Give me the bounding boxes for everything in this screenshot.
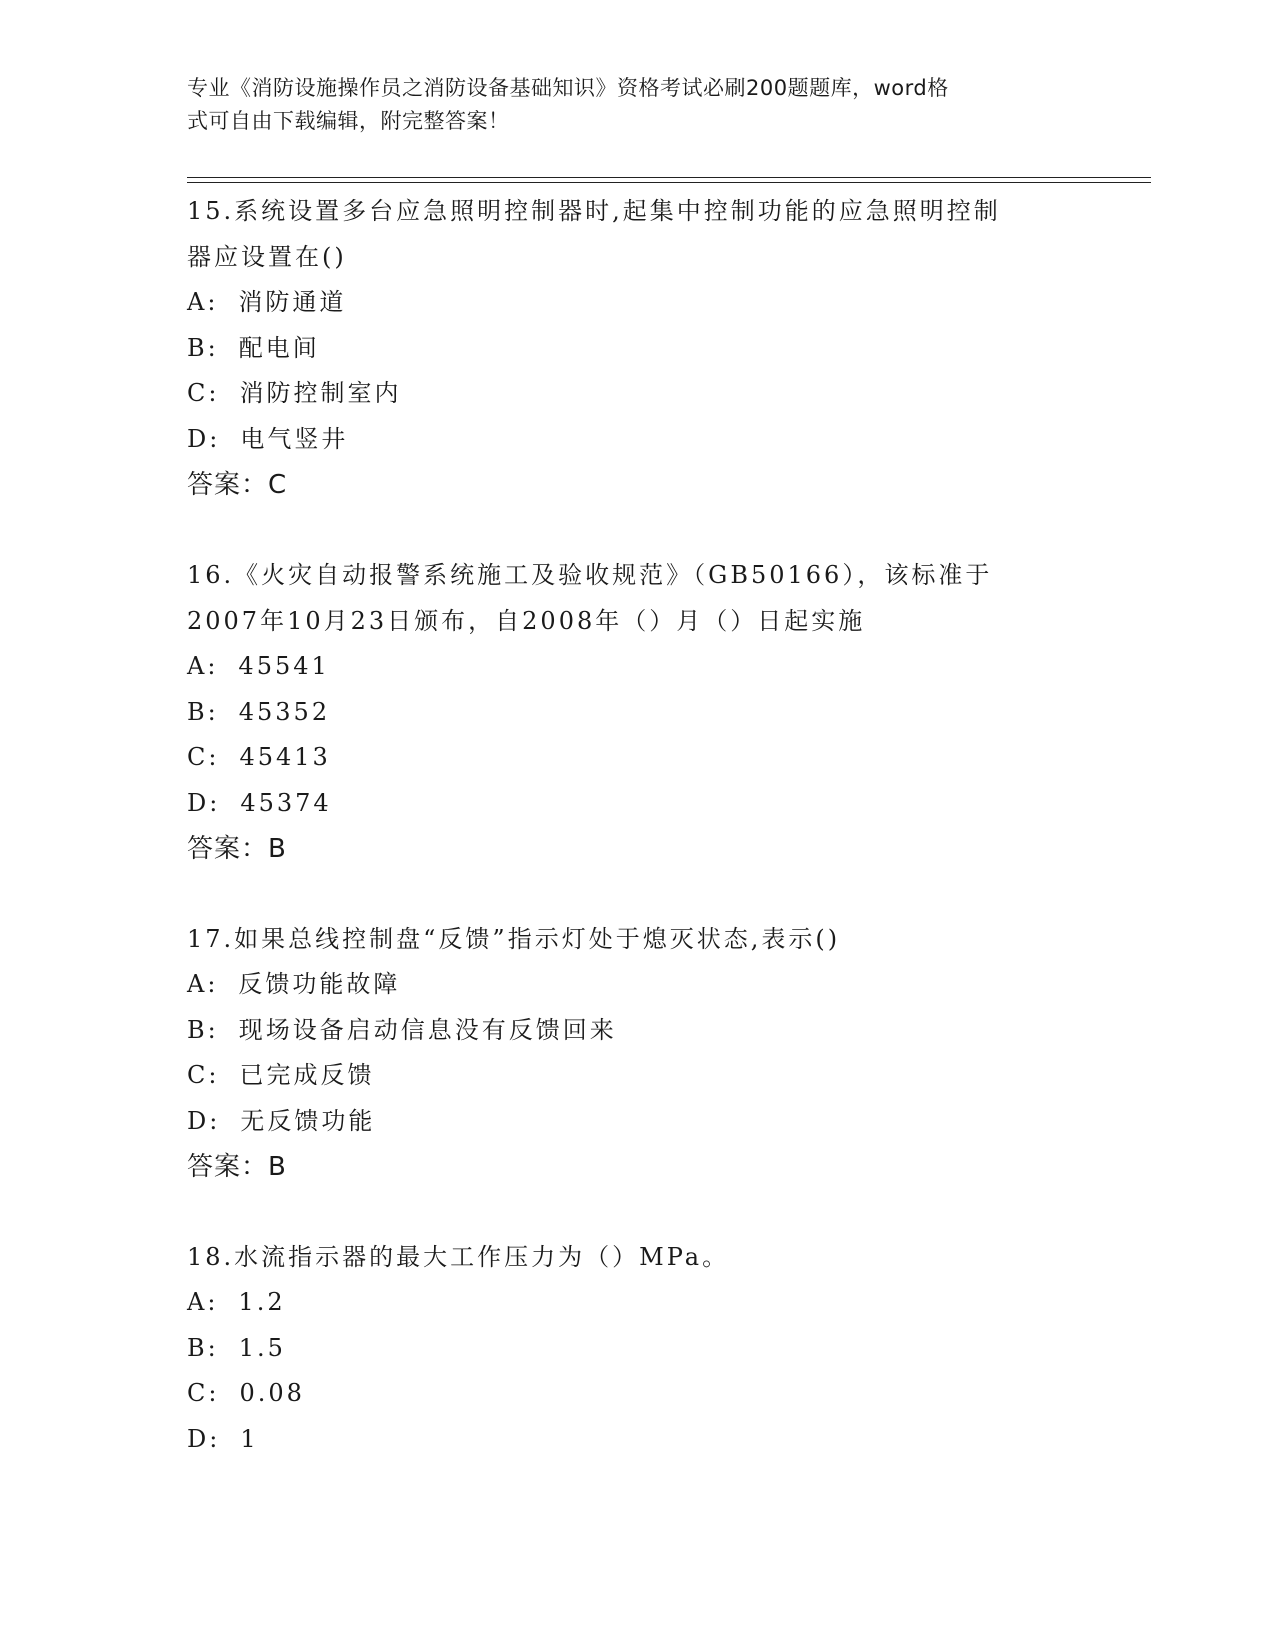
option-letter: A: xyxy=(187,652,219,680)
question-18 xyxy=(187,1234,1087,1462)
answer-label: 答案： xyxy=(187,470,269,500)
option-text: 0.08 xyxy=(239,1379,305,1407)
option-text: 已完成反馈 xyxy=(239,1061,375,1089)
option-letter: A: xyxy=(187,1288,219,1316)
option-text: 45352 xyxy=(238,697,331,726)
question-stem-line: 18.水流指示器的最大工作压力为（）MPa。 xyxy=(187,1243,730,1271)
option-c xyxy=(187,1053,1087,1099)
answer-value: B xyxy=(268,834,287,864)
option-letter: C: xyxy=(187,379,220,407)
option-text: 1.2 xyxy=(238,1288,286,1316)
option-text: 消防控制室内 xyxy=(239,379,402,407)
option-text: 配电间 xyxy=(238,333,320,362)
option-letter: D: xyxy=(187,788,221,817)
option-text: 现场设备启动信息没有反馈回来 xyxy=(238,1015,617,1044)
option-letter: C: xyxy=(187,1379,220,1407)
option-letter: B: xyxy=(187,1015,219,1044)
option-letter: D: xyxy=(187,1424,221,1453)
option-letter: B: xyxy=(187,1333,219,1362)
answer-value: C xyxy=(268,470,288,500)
option-text: 45374 xyxy=(240,788,332,817)
option-text: 电气竖井 xyxy=(240,424,349,453)
header-line-1: 专业《消防设施操作员之消防设备基础知识》资格考试必刷200题题库，word格 xyxy=(187,76,949,100)
question-16 xyxy=(187,552,1087,872)
option-c xyxy=(187,371,1087,417)
option-c xyxy=(187,1371,1087,1417)
document-header xyxy=(187,72,1067,138)
option-d xyxy=(187,781,1087,827)
answer-line xyxy=(187,462,1087,508)
option-a xyxy=(187,280,1087,326)
option-letter: A: xyxy=(187,288,219,316)
option-letter: D: xyxy=(187,424,221,453)
option-text: 1.5 xyxy=(238,1333,286,1362)
option-d xyxy=(187,1417,1087,1463)
answer-label: 答案： xyxy=(187,834,269,864)
option-letter: B: xyxy=(187,333,219,362)
header-divider-top xyxy=(187,177,1151,178)
option-b xyxy=(187,1326,1087,1372)
option-d xyxy=(187,417,1087,463)
question-stem-line: 2007年10月23日颁布，自2008年（）月（）日起实施 xyxy=(187,607,866,635)
question-stem-line: 器应设置在() xyxy=(187,243,347,271)
option-d xyxy=(187,1099,1087,1145)
question-list xyxy=(187,188,1087,1506)
answer-label: 答案： xyxy=(187,1152,269,1182)
question-stem-line: 17.如果总线控制盘“反馈”指示灯处于熄灭状态,表示() xyxy=(187,925,841,953)
option-letter: C: xyxy=(187,1061,220,1089)
option-a xyxy=(187,962,1087,1008)
answer-line xyxy=(187,1144,1087,1190)
answer-value: B xyxy=(268,1152,287,1182)
option-letter: B: xyxy=(187,697,219,726)
option-c xyxy=(187,735,1087,781)
option-letter: C: xyxy=(187,743,220,771)
question-stem-line: 16.《火灾自动报警系统施工及验收规范》（GB50166），该标准于 xyxy=(187,561,993,589)
option-b xyxy=(187,690,1087,736)
question-stem-line: 15.系统设置多台应急照明控制器时,起集中控制功能的应急照明控制 xyxy=(187,197,1001,225)
answer-line xyxy=(187,826,1087,872)
question-17 xyxy=(187,916,1087,1190)
option-a xyxy=(187,1280,1087,1326)
option-text: 45541 xyxy=(238,652,330,680)
option-text: 无反馈功能 xyxy=(240,1106,376,1135)
option-text: 反馈功能故障 xyxy=(238,970,401,998)
option-text: 消防通道 xyxy=(238,288,347,316)
option-letter: D: xyxy=(187,1106,221,1135)
option-a xyxy=(187,644,1087,690)
option-text: 1 xyxy=(240,1424,259,1453)
option-letter: A: xyxy=(187,970,219,998)
header-line-2: 式可自由下载编辑，附完整答案！ xyxy=(187,109,510,133)
question-15 xyxy=(187,188,1087,508)
option-b xyxy=(187,1008,1087,1054)
option-text: 45413 xyxy=(239,743,331,771)
option-b xyxy=(187,326,1087,372)
header-divider-bottom xyxy=(187,182,1151,183)
